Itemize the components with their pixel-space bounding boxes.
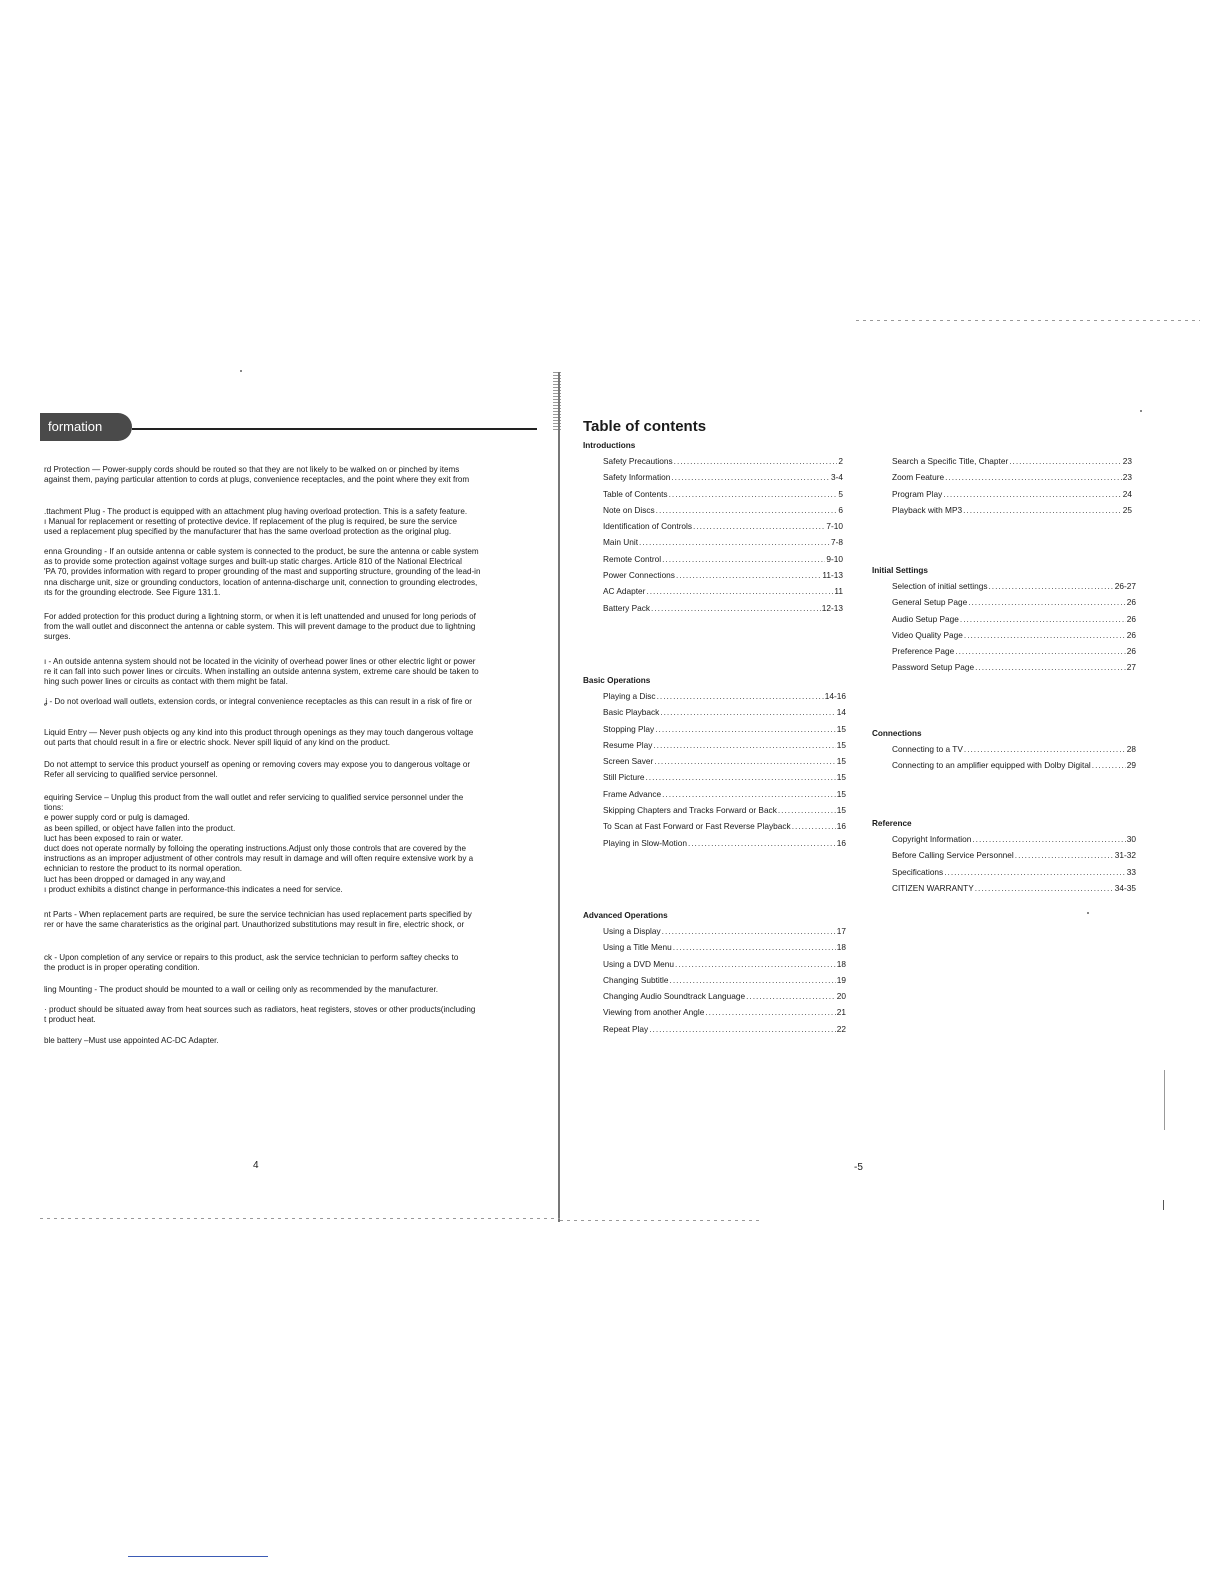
toc-leader-dots xyxy=(975,662,1126,672)
paragraph-line: ck - Upon completion of any service or repairs to this product, ask the service technician to perform saftey checks to xyxy=(44,953,459,962)
toc-entry xyxy=(603,691,846,707)
toc-entry xyxy=(603,521,843,537)
toc-entry-page: 14 xyxy=(836,707,846,718)
safety-paragraph xyxy=(44,760,540,780)
safety-paragraph xyxy=(44,547,540,598)
scan-artifact xyxy=(240,370,242,372)
toc-section-heading: Initial Settings xyxy=(872,566,928,575)
toc-entry-label: Playing a Disc xyxy=(603,691,656,701)
toc-entry xyxy=(603,926,846,942)
toc-entry xyxy=(603,570,843,586)
toc-entry-page: 15 xyxy=(836,756,846,767)
toc-entry-page: 22 xyxy=(836,1023,846,1034)
toc-entry-label: Note on Discs xyxy=(603,504,655,515)
toc-entry-label: Power Connections xyxy=(603,570,675,581)
paragraph-line: rer or have the same charateristics as the original part. Unauthorized substitutions may result in fire, electric shock, or xyxy=(44,920,465,930)
scan-artifact xyxy=(1140,410,1142,412)
toc-leader-dots xyxy=(972,834,1125,844)
paragraph-line: For added protection for this product during a lightning storm, or when it is left unattended and unused for long periods of xyxy=(44,612,476,621)
toc-entry xyxy=(603,1007,846,1023)
toc-entry-label: Password Setup Page xyxy=(892,662,975,673)
toc-entry-list xyxy=(603,456,843,619)
paragraph-line: tions: xyxy=(44,803,64,813)
toc-leader-dots xyxy=(676,570,821,580)
scan-artifact xyxy=(1164,1070,1165,1130)
toc-entry xyxy=(892,456,1132,472)
paragraph-line: · product should be situated away from heat sources such as radiators, heat registers, stoves or other products(including xyxy=(44,1005,476,1014)
toc-entry-label: Before Calling Service Personnel xyxy=(892,850,1014,861)
toc-entry xyxy=(603,586,843,602)
toc-leader-dots xyxy=(1092,760,1126,770)
toc-entry-page: 26 xyxy=(1126,646,1136,657)
toc-entry-label: Playback with MP3 xyxy=(892,504,963,515)
toc-entry-page: 33 xyxy=(1126,866,1136,877)
toc-section-heading: Connections xyxy=(872,729,922,738)
paragraph-line: luct has been exposed to rain or water. xyxy=(44,833,184,843)
toc-entry xyxy=(892,850,1136,866)
toc-leader-dots xyxy=(656,505,838,515)
toc-entry-page: 11 xyxy=(834,586,843,597)
scan-artifact xyxy=(560,1220,760,1221)
paragraph-line: echnician to restore the product to its normal operation. xyxy=(44,864,242,874)
toc-entry-page: 15 xyxy=(836,805,846,816)
paragraph-line: surges. xyxy=(44,632,71,642)
toc-entry-label: Still Picture xyxy=(603,772,645,783)
toc-leader-dots xyxy=(662,789,836,799)
toc-entry-label: Table of Contents xyxy=(603,488,668,499)
paragraph-line: ble battery –Must use appointed AC-DC Adapter. xyxy=(44,1036,219,1045)
left-page-number: 4 xyxy=(253,1160,259,1171)
toc-entry-page: 9-10 xyxy=(826,553,843,564)
toc-entry-label: Main Unit xyxy=(603,537,639,548)
toc-entry-page: 27 xyxy=(1126,662,1136,673)
toc-entry-page: 14-16 xyxy=(824,691,846,701)
toc-entry-label: Skipping Chapters and Tracks Forward or Back xyxy=(603,805,777,816)
toc-leader-dots xyxy=(705,1007,835,1017)
toc-entry-page: 26 xyxy=(1126,613,1136,624)
right-page-number: -5 xyxy=(854,1162,863,1173)
toc-leader-dots xyxy=(988,581,1113,591)
toc-entry-label: Remote Control xyxy=(603,553,662,564)
toc-entry xyxy=(603,472,843,488)
toc-section-heading: Advanced Operations xyxy=(583,911,668,920)
toc-entry xyxy=(603,489,843,505)
toc-entry xyxy=(603,707,846,723)
toc-entry xyxy=(892,614,1136,630)
toc-entry-page: 15 xyxy=(836,739,846,750)
toc-entry xyxy=(603,456,843,472)
toc-entry-list xyxy=(892,744,1136,777)
toc-entry xyxy=(892,662,1136,678)
toc-leader-dots xyxy=(653,740,835,750)
toc-leader-dots xyxy=(792,821,836,831)
paragraph-line: equiring Service – Unplug this product from the wall outlet and refer servicing to qualified service personnel under the xyxy=(44,793,464,802)
paragraph-line: nna discharge unit, size or grounding conductors, location of antenna-discharge unit, connection to grounding electrodes, xyxy=(44,577,478,587)
paragraph-line: luct has been dropped or damaged in any way,and xyxy=(44,874,226,884)
toc-entry xyxy=(603,554,843,570)
paragraph-line: instructions as an improper adjustment of other controls may result in damage and will often require extensive work by a xyxy=(44,854,474,864)
toc-entry-label: Battery Pack xyxy=(603,602,651,613)
section-badge: formation xyxy=(40,413,132,441)
toc-entry-label: Using a Title Menu xyxy=(603,942,672,953)
toc-entry xyxy=(892,489,1132,505)
toc-entry-label: Connecting to an amplifier equipped with Dolby Digital xyxy=(892,760,1091,771)
toc-leader-dots xyxy=(968,597,1126,607)
toc-entry xyxy=(892,581,1136,597)
paragraph-line: ʝ - Do not overload wall outlets, extension cords, or integral convenience receptacles as this can result in a risk of fire or xyxy=(44,697,472,706)
toc-entry-label: Repeat Play xyxy=(603,1023,649,1034)
toc-entry-label: Selection of initial settings xyxy=(892,581,988,591)
toc-leader-dots xyxy=(671,472,830,482)
toc-entry-page: 15 xyxy=(836,723,846,734)
toc-entry-label: Copyright Information xyxy=(892,834,972,844)
toc-entry-page: 16 xyxy=(836,821,846,832)
paragraph-line: used a replacement plug specified by the manufacturer that has the same overload protection as the original plug. xyxy=(44,527,452,537)
toc-leader-dots xyxy=(693,521,825,531)
safety-paragraph xyxy=(44,1005,540,1025)
toc-entry-page: 21 xyxy=(836,1007,846,1018)
toc-entry-label: Safety Information xyxy=(603,472,671,483)
toc-leader-dots xyxy=(646,586,833,596)
page-spine xyxy=(558,372,560,1222)
paragraph-line: from the wall outlet and disconnect the antenna or cable system. This will prevent damage to the product due to lightning xyxy=(44,622,476,632)
toc-entry-list xyxy=(603,691,846,854)
paragraph-line: Refer all servicing to qualified service personnel. xyxy=(44,770,218,780)
safety-paragraph xyxy=(44,793,540,895)
toc-entry-label: Using a DVD Menu xyxy=(603,958,675,969)
safety-paragraph xyxy=(44,507,540,538)
toc-entry xyxy=(892,630,1136,646)
toc-entry-label: Frame Advance xyxy=(603,788,662,799)
paragraph-line: ı Manual for replacement or resetting of protective device. If replacement of the plug is required, be sure the service xyxy=(44,517,457,527)
toc-section-heading: Reference xyxy=(872,819,912,828)
toc-entry xyxy=(892,505,1132,521)
safety-paragraph xyxy=(44,728,540,748)
toc-entry-label: Specifications xyxy=(892,866,944,877)
safety-paragraph xyxy=(44,657,540,688)
toc-leader-dots xyxy=(639,537,830,547)
toc-leader-dots xyxy=(655,724,836,734)
toc-entry-label: Video Quality Page xyxy=(892,629,963,640)
toc-entry-page: 26-27 xyxy=(1114,581,1136,591)
toc-entry xyxy=(892,472,1132,488)
section-rule xyxy=(132,428,537,430)
toc-leader-dots xyxy=(975,883,1114,893)
paragraph-line: rd Protection — Power-supply cords should be routed so that they are not likely to be walked on or pinched by items xyxy=(44,465,460,474)
toc-entry-list xyxy=(892,581,1136,679)
scan-artifact xyxy=(856,320,1200,321)
toc-entry-label: Program Play xyxy=(892,488,943,499)
paragraph-line: ıts for the grounding electrode. See Figure 131.1. xyxy=(44,587,221,597)
toc-entry xyxy=(603,942,846,958)
toc-entry-page: 30 xyxy=(1126,834,1136,844)
toc-leader-dots xyxy=(651,603,821,613)
paragraph-line: re it can fall into such power lines or circuits. When installing an outside antenna system, extreme care should be taken to xyxy=(44,667,479,677)
page-title: Table of contents xyxy=(583,418,707,435)
toc-entry xyxy=(603,756,846,772)
safety-paragraph xyxy=(44,985,540,995)
toc-entry-page: 28 xyxy=(1126,744,1136,754)
toc-section-heading: Introductions xyxy=(583,441,636,450)
toc-entry-label: Changing Subtitle xyxy=(603,974,669,985)
toc-entry-page: 24 xyxy=(1122,488,1132,499)
toc-leader-dots xyxy=(746,991,836,1001)
toc-entry xyxy=(603,740,846,756)
toc-entry-page: 19 xyxy=(836,974,846,985)
paragraph-line: t product heat. xyxy=(44,1015,96,1025)
toc-entry xyxy=(603,537,843,553)
paragraph-line: as to provide some protection against voltage surges and built-up static charges. Article 810 of the National Electrical xyxy=(44,557,462,567)
toc-entry xyxy=(892,597,1136,613)
toc-entry xyxy=(892,867,1136,883)
toc-entry-page: 15 xyxy=(836,788,846,799)
paragraph-line: out parts that chould result in a fire or electric shock. Never spill liquid of any kind on the product. xyxy=(44,738,390,748)
safety-paragraph xyxy=(44,953,540,973)
safety-paragraph xyxy=(44,612,540,643)
toc-entry xyxy=(603,838,846,854)
toc-leader-dots xyxy=(669,489,838,499)
toc-entry xyxy=(892,834,1136,850)
toc-entry-list xyxy=(892,456,1132,521)
paragraph-line: Liquid Entry — Never push objects og any kind into this product through openings as they may touch dangerous voltage xyxy=(44,728,474,737)
toc-entry-label: Preference Page xyxy=(892,646,955,657)
toc-entry xyxy=(603,821,846,837)
toc-leader-dots xyxy=(688,838,836,848)
toc-entry xyxy=(603,991,846,1007)
paragraph-line: ling Mounting - The product should be mounted to a wall or ceiling only as recommended by the manufacturer. xyxy=(44,985,438,994)
toc-entry-page: 7-10 xyxy=(826,521,843,532)
toc-leader-dots xyxy=(943,489,1122,499)
toc-leader-dots xyxy=(657,691,824,701)
toc-entry-page: 18 xyxy=(836,958,846,969)
paragraph-line: as been spilled, or object have fallen into the product. xyxy=(44,823,236,833)
toc-leader-dots xyxy=(662,926,836,936)
toc-entry xyxy=(603,789,846,805)
toc-leader-dots xyxy=(964,744,1126,754)
toc-entry-page: 5 xyxy=(838,488,843,499)
paragraph-line: hing such power lines or circuits as contact with them might be fatal. xyxy=(44,677,288,687)
paragraph-line: e power supply cord or pulg is damaged. xyxy=(44,813,190,823)
toc-entry-page: 12-13 xyxy=(821,602,843,613)
toc-entry-label: Playing in Slow-Motion xyxy=(603,837,687,848)
toc-entry-page: 6 xyxy=(838,504,843,515)
toc-entry-page: 26 xyxy=(1126,629,1136,640)
toc-entry-page: 26 xyxy=(1126,597,1136,608)
toc-entry xyxy=(892,744,1136,760)
paragraph-line: the product is in proper operating condition. xyxy=(44,963,200,973)
paragraph-line: 'PA 70, provides information with regard to proper grounding of the mast and supporting structure, grounding of the lead-in xyxy=(44,567,481,577)
toc-leader-dots xyxy=(1015,850,1114,860)
scan-artifact xyxy=(1163,1200,1164,1210)
toc-leader-dots xyxy=(654,756,835,766)
toc-leader-dots xyxy=(964,630,1126,640)
toc-entry-page: 29 xyxy=(1126,760,1136,771)
toc-leader-dots xyxy=(646,772,836,782)
toc-entry-label: AC Adapter xyxy=(603,586,646,597)
toc-entry xyxy=(892,760,1136,776)
toc-entry xyxy=(603,975,846,991)
toc-entry-label: Search a Specific Title, Chapter xyxy=(892,456,1009,466)
toc-entry-page: 17 xyxy=(836,926,846,936)
paragraph-line: Do not attempt to service this product yourself as opening or removing covers may expose you to dangerous voltage or xyxy=(44,760,471,769)
toc-entry-page: 3-4 xyxy=(831,472,843,483)
paragraph-line: enna Grounding - If an outside antenna or cable system is connected to the product, be sure the antenna or cable system xyxy=(44,547,479,556)
toc-entry-page: 2 xyxy=(838,456,843,466)
toc-entry-page: 16 xyxy=(836,837,846,848)
toc-entry-label: Safety Precautions xyxy=(603,456,673,466)
safety-paragraph xyxy=(44,910,540,930)
toc-entry xyxy=(603,505,843,521)
toc-leader-dots xyxy=(778,805,836,815)
toc-entry-page: 23 xyxy=(1122,456,1132,466)
toc-entry-label: Changing Audio Soundtrack Language xyxy=(603,991,746,1002)
safety-paragraph xyxy=(44,1036,540,1046)
toc-entry xyxy=(603,959,846,975)
toc-entry xyxy=(892,646,1136,662)
toc-leader-dots xyxy=(960,614,1126,624)
toc-entry xyxy=(603,1024,846,1040)
toc-entry-label: Connecting to a TV xyxy=(892,744,963,754)
toc-entry-page: 18 xyxy=(836,942,846,953)
toc-entry-page: 11-13 xyxy=(822,570,843,581)
paragraph-line: duct does not operate normally by folloing the operating instructions.Adjust only those controls that are covered by the xyxy=(44,844,467,854)
toc-leader-dots xyxy=(945,472,1122,482)
toc-entry-page: 25 xyxy=(1122,504,1132,515)
underline-mark xyxy=(128,1556,268,1557)
toc-entry-label: Identification of Controls xyxy=(603,521,693,532)
toc-leader-dots xyxy=(662,554,825,564)
toc-entry xyxy=(603,772,846,788)
toc-entry-page: 20 xyxy=(836,991,846,1002)
toc-entry-label: Zoom Feature xyxy=(892,472,945,483)
toc-entry-label: Using a Display xyxy=(603,926,661,936)
toc-entry-label: Stopping Play xyxy=(603,723,655,734)
paragraph-line: .ttachment Plug - The product is equipped with an attachment plug having overload protection. This is a safety feature. xyxy=(44,507,468,516)
toc-leader-dots xyxy=(660,707,836,717)
toc-entry-page: 15 xyxy=(836,772,846,783)
toc-entry-label: Viewing from another Angle xyxy=(603,1007,705,1018)
toc-entry xyxy=(603,805,846,821)
toc-leader-dots xyxy=(670,975,836,985)
toc-entry-page: 31-32 xyxy=(1114,850,1136,861)
toc-leader-dots xyxy=(675,959,836,969)
scan-artifact xyxy=(1087,912,1089,914)
toc-entry-page: 7-8 xyxy=(831,537,843,548)
toc-entry-label: General Setup Page xyxy=(892,597,968,608)
toc-entry-label: Resume Play xyxy=(603,739,653,750)
toc-entry-page: 34-35 xyxy=(1114,882,1136,893)
toc-entry-list xyxy=(892,834,1136,899)
paragraph-line: ı product exhibits a distinct change in performance-this indicates a need for service. xyxy=(44,884,343,894)
toc-entry-page: 23 xyxy=(1122,472,1132,483)
toc-leader-dots xyxy=(674,456,838,466)
scan-artifact xyxy=(40,1218,560,1219)
toc-leader-dots xyxy=(673,942,836,952)
toc-leader-dots xyxy=(944,867,1126,877)
toc-entry-label: Audio Setup Page xyxy=(892,613,959,624)
toc-leader-dots xyxy=(963,505,1122,515)
toc-entry-label: To Scan at Fast Forward or Fast Reverse Playback xyxy=(603,821,791,832)
toc-entry xyxy=(603,603,843,619)
toc-entry-label: CITIZEN WARRANTY xyxy=(892,882,974,893)
toc-entry xyxy=(892,883,1136,899)
toc-entry xyxy=(603,724,846,740)
toc-entry-label: Screen Saver xyxy=(603,756,654,767)
toc-section-heading: Basic Operations xyxy=(583,676,651,685)
toc-leader-dots xyxy=(955,646,1125,656)
safety-paragraph xyxy=(44,697,540,707)
toc-entry-list xyxy=(603,926,846,1040)
toc-leader-dots xyxy=(649,1024,836,1034)
safety-paragraph xyxy=(44,465,540,485)
paragraph-line: ı - An outside antenna system should not be located in the vicinity of overhead power lines or other electric light or power xyxy=(44,657,476,666)
paragraph-line: against them, paying particular attention to cords at plugs, convenience receptacles, and the point where they exit from xyxy=(44,475,470,485)
toc-entry-label: Basic Playback xyxy=(603,707,660,718)
paragraph-line: nt Parts - When replacement parts are required, be sure the service technician has used replacement parts specified by xyxy=(44,910,472,919)
toc-leader-dots xyxy=(1009,456,1122,466)
